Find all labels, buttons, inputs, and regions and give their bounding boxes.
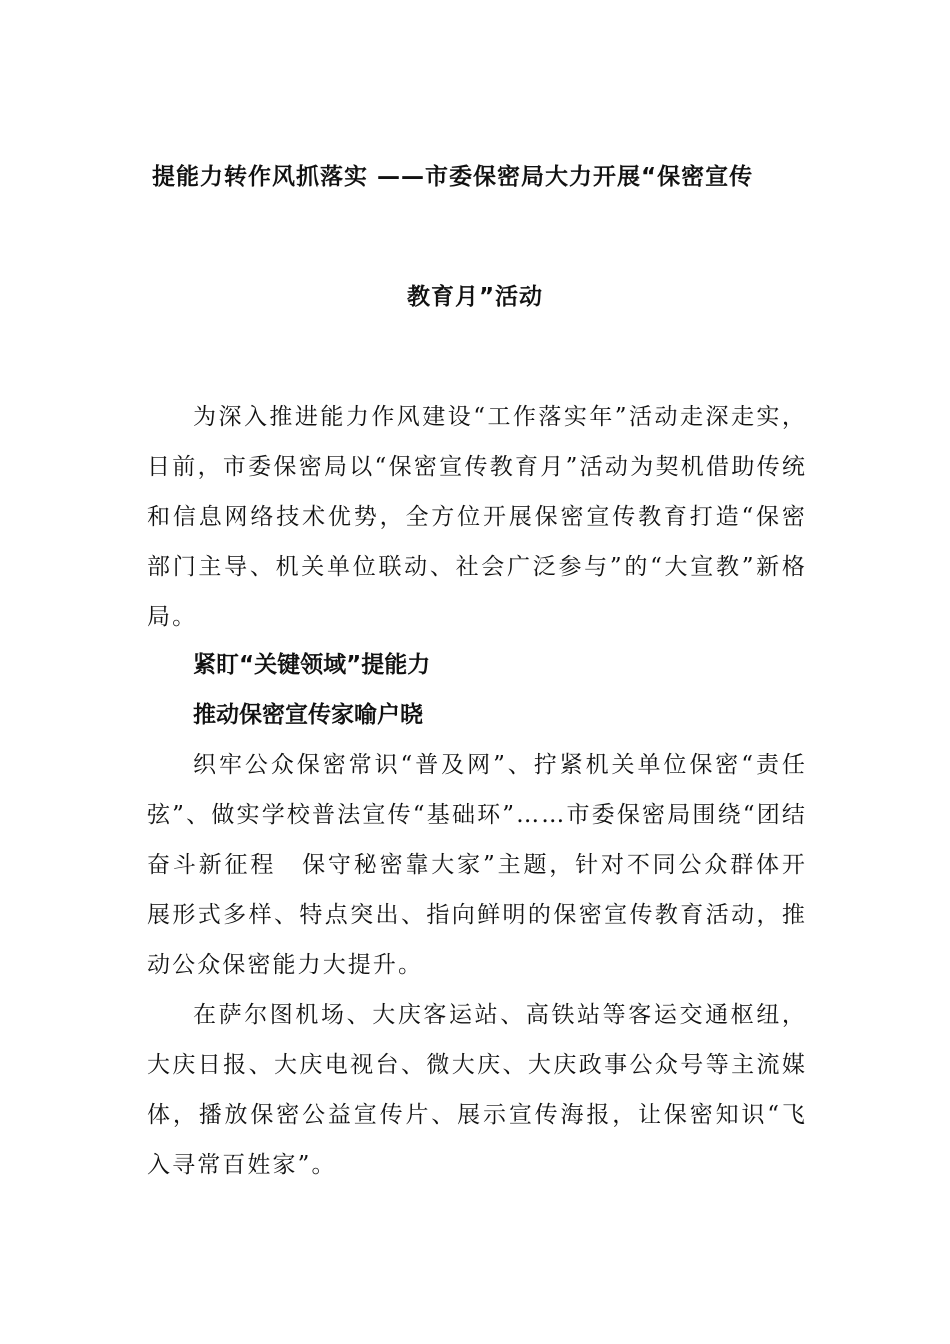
section-heading-2: 推动保密宣传家喻户晓 [193, 702, 423, 728]
section-heading-1: 紧盯“关键领域”提能力 [193, 652, 431, 678]
document-title-line-2: 教育月”活动 [406, 284, 544, 310]
paragraph-intro: 为深入推进能力作风建设“工作落实年”活动走深走实，日前，市委保密局以“保密宣传教育月”活动为契机借助传统和信息网络技术优势，全方位开展保密宣传教育打造“保密部门主导、机关单位联动、社会广泛参与”的“大宣教”新格局。 [147, 404, 807, 630]
document-title-line-1: 提能力转作风抓落实 ——市委保密局大力开展“保密宣传 [152, 164, 754, 190]
paragraph-media: 在萨尔图机场、大庆客运站、高铁站等客运交通枢纽，大庆日报、大庆电视台、微大庆、大庆政事公众号等主流媒体，播放保密公益宣传片、展示宣传海报，让保密知识“飞入寻常百姓家”。 [147, 1002, 807, 1178]
paragraph-publicity: 织牢公众保密常识“普及网”、拧紧机关单位保密“责任弦”、做实学校普法宣传“基础环”……市委保密局围绕“团结奋斗新征程 保守秘密靠大家”主题，针对不同公众群体开展形式多样、特点突出、指向鲜明的保密宣传教育活动，推动公众保密能力大提升。 [147, 752, 807, 978]
